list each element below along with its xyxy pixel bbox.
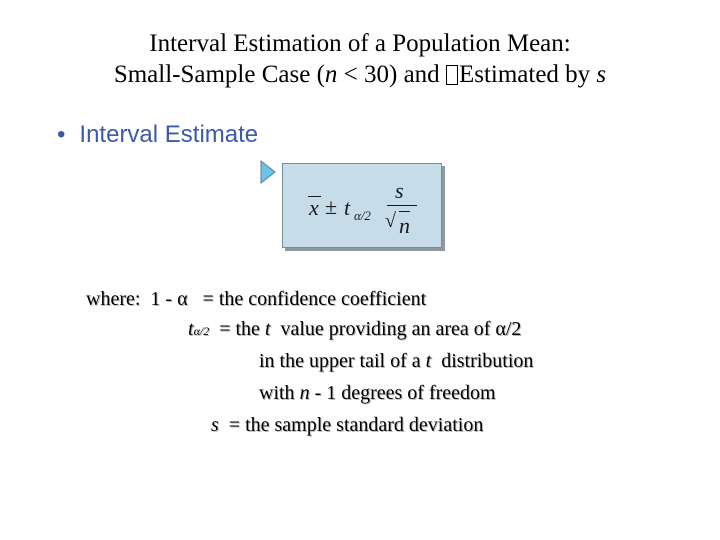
- formula-xbar: x: [309, 195, 319, 220]
- formula-subscript: α/2: [354, 208, 371, 223]
- bullet-text: Interval Estimate: [79, 121, 259, 148]
- formula-box: [282, 163, 442, 248]
- bullet-interval-estimate: [57, 121, 258, 149]
- formula-t: t: [344, 195, 351, 220]
- formula-sqrt: √: [385, 210, 396, 232]
- n-symbol: n: [324, 61, 338, 88]
- s-symbol-def: s: [211, 414, 219, 436]
- where-line-2: tα/2 = the t value providing an area of α/2: [188, 318, 522, 340]
- bullet-dot: •: [57, 121, 66, 148]
- t-symbol: t: [188, 318, 194, 340]
- formula-denominator: n: [399, 213, 410, 238]
- title-line-1: Interval Estimation of a Population Mean:: [149, 30, 571, 57]
- where-line-3: in the upper tail of a t distribution: [259, 350, 534, 372]
- where-line-5: s = the sample standard deviation: [211, 414, 484, 436]
- formula-numerator: s: [395, 178, 404, 203]
- t-subscript: α/2: [193, 324, 210, 338]
- formula-xbar-bar: [308, 196, 321, 197]
- formula-fraction-bar: [387, 205, 417, 206]
- missing-glyph-icon: [446, 65, 458, 85]
- slide-title: [0, 28, 720, 90]
- play-icon[interactable]: [260, 160, 276, 184]
- s-symbol: s: [596, 61, 607, 88]
- where-line-4: with n - 1 degrees of freedom: [259, 382, 496, 404]
- title-line-2: Small-Sample Case (n < 30) and Estimated by s: [113, 61, 607, 88]
- where-line-1: where: 1 - α = the confidence coefficient: [86, 288, 427, 310]
- formula-plus-minus: ±: [325, 194, 338, 219]
